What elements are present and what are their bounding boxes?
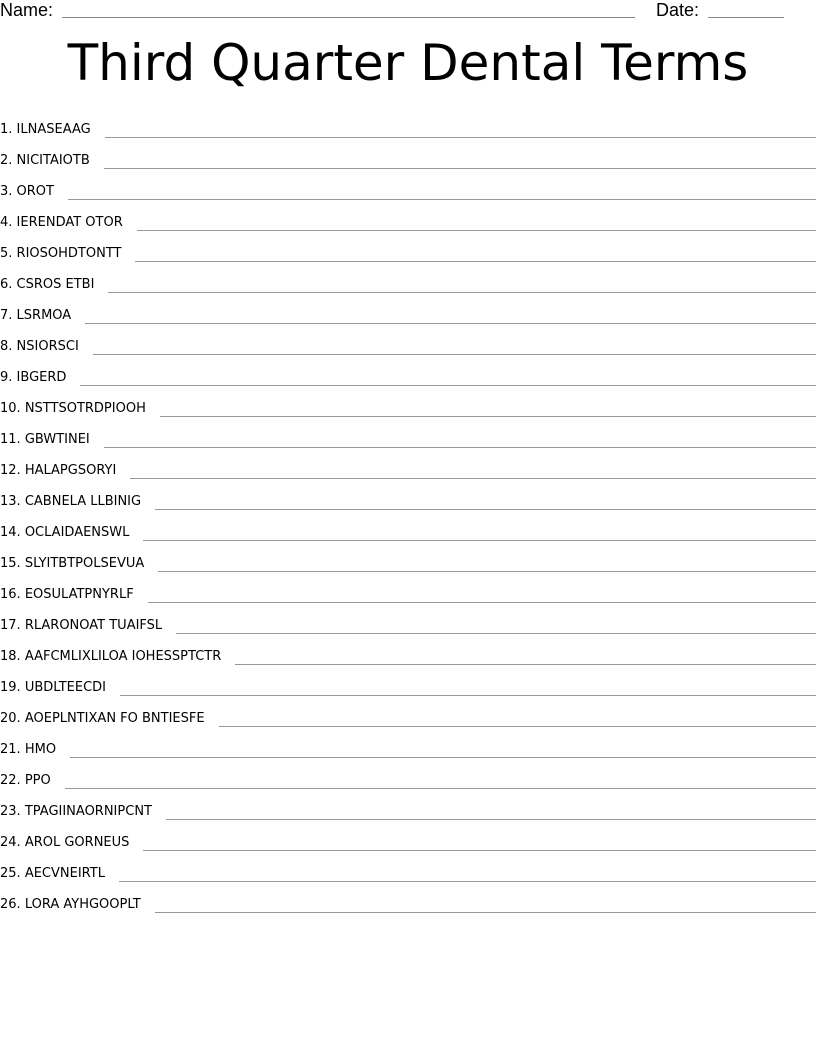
scrambled-word: HALAPGSORYI	[24, 463, 117, 478]
answer-blank-line	[158, 571, 816, 572]
list-item	[0, 389, 816, 420]
item-number: 15.	[0, 556, 21, 571]
list-item	[0, 234, 816, 265]
list-item	[0, 792, 816, 823]
item-number: 14.	[0, 525, 21, 540]
scrambled-word: HMO	[24, 742, 57, 757]
item-number: 21.	[0, 742, 21, 757]
scrambled-word-label	[0, 398, 160, 420]
scrambled-word: UBDLTEECDI	[24, 680, 107, 695]
answer-blank-line	[160, 416, 816, 417]
list-item	[0, 823, 816, 854]
item-number: 2.	[0, 153, 13, 168]
scrambled-word-label	[0, 615, 176, 637]
item-number: 5.	[0, 246, 13, 261]
list-item	[0, 699, 816, 730]
item-number: 8.	[0, 339, 13, 354]
list-item	[0, 761, 816, 792]
scrambled-word-label	[0, 460, 130, 482]
scrambled-word: OCLAIDAENSWL	[24, 525, 130, 540]
scrambled-word: AOEPLNTIXAN FO BNTIESFE	[24, 711, 205, 726]
list-item	[0, 203, 816, 234]
list-item	[0, 544, 816, 575]
scrambled-word-list	[0, 110, 816, 916]
scrambled-word-label	[0, 274, 108, 296]
item-number: 16.	[0, 587, 21, 602]
item-number: 12.	[0, 463, 21, 478]
scrambled-word: LSRMOA	[16, 308, 72, 323]
list-item	[0, 141, 816, 172]
scrambled-word-label	[0, 305, 85, 327]
scrambled-word-label	[0, 584, 148, 606]
item-number: 23.	[0, 804, 21, 819]
scrambled-word: CABNELA LLBINIG	[24, 494, 142, 509]
list-item	[0, 575, 816, 606]
date-blank-line	[708, 17, 784, 18]
item-number: 25.	[0, 866, 21, 881]
scrambled-word-label	[0, 739, 70, 761]
list-item	[0, 110, 816, 141]
answer-blank-line	[219, 726, 816, 727]
scrambled-word-label	[0, 212, 137, 234]
answer-blank-line	[155, 509, 816, 510]
answer-blank-line	[135, 261, 816, 262]
worksheet-header	[0, 0, 816, 22]
scrambled-word-label	[0, 863, 119, 885]
scrambled-word: RIOSOHDTONTT	[16, 246, 122, 261]
answer-blank-line	[176, 633, 816, 634]
scrambled-word-label	[0, 894, 155, 916]
name-blank-line	[62, 17, 635, 18]
item-number: 1.	[0, 122, 13, 137]
item-number: 4.	[0, 215, 13, 230]
scrambled-word-label	[0, 677, 120, 699]
scrambled-word: TPAGIINAORNIPCNT	[24, 804, 152, 819]
list-item	[0, 358, 816, 389]
scrambled-word-label	[0, 243, 135, 265]
scrambled-word-label	[0, 553, 158, 575]
list-item	[0, 327, 816, 358]
scrambled-word: PPO	[24, 773, 51, 788]
list-item	[0, 265, 816, 296]
scrambled-word: AROL GORNEUS	[24, 835, 130, 850]
scrambled-word-label	[0, 367, 80, 389]
scrambled-word: LORA AYHGOOPLT	[24, 897, 141, 912]
scrambled-word: NSIORSCI	[16, 339, 79, 354]
item-number: 19.	[0, 680, 21, 695]
scrambled-word: ILNASEAAG	[16, 122, 91, 137]
item-number: 22.	[0, 773, 21, 788]
list-item	[0, 637, 816, 668]
answer-blank-line	[143, 850, 816, 851]
name-label: Name:	[0, 0, 54, 20]
date-label: Date:	[656, 0, 700, 20]
scrambled-word: IERENDAT OTOR	[16, 215, 123, 230]
list-item	[0, 885, 816, 916]
scrambled-word-label	[0, 770, 65, 792]
list-item	[0, 482, 816, 513]
scrambled-word-label	[0, 832, 143, 854]
answer-blank-line	[80, 385, 816, 386]
list-item	[0, 513, 816, 544]
list-item	[0, 854, 816, 885]
answer-blank-line	[68, 199, 816, 200]
item-number: 17.	[0, 618, 21, 633]
answer-blank-line	[104, 447, 816, 448]
answer-blank-line	[143, 540, 816, 541]
scrambled-word: NICITAIOTB	[16, 153, 90, 168]
answer-blank-line	[108, 292, 816, 293]
page-title: Third Quarter Dental Terms	[67, 34, 749, 92]
list-item	[0, 172, 816, 203]
item-number: 13.	[0, 494, 21, 509]
answer-blank-line	[119, 881, 816, 882]
scrambled-word-label	[0, 181, 68, 203]
answer-blank-line	[104, 168, 816, 169]
answer-blank-line	[120, 695, 816, 696]
list-item	[0, 420, 816, 451]
scrambled-word: SLYITBTPOLSEVUA	[24, 556, 145, 571]
scrambled-word-label	[0, 646, 235, 668]
scrambled-word: IBGERD	[16, 370, 67, 385]
item-number: 3.	[0, 184, 13, 199]
answer-blank-line	[148, 602, 816, 603]
scrambled-word: RLARONOAT TUAIFSL	[24, 618, 163, 633]
scrambled-word: NSTTSOTRDPIOOH	[24, 401, 146, 416]
scrambled-word: AECVNEIRTL	[24, 866, 105, 881]
scrambled-word-label	[0, 708, 219, 730]
scrambled-word-label	[0, 491, 155, 513]
answer-blank-line	[93, 354, 816, 355]
answer-blank-line	[70, 757, 816, 758]
scrambled-word-label	[0, 429, 104, 451]
scrambled-word: EOSULATPNYRLF	[24, 587, 134, 602]
list-item	[0, 606, 816, 637]
answer-blank-line	[166, 819, 816, 820]
item-number: 6.	[0, 277, 13, 292]
scrambled-word-label	[0, 150, 104, 172]
list-item	[0, 451, 816, 482]
scrambled-word-label	[0, 336, 93, 358]
scrambled-word-label	[0, 522, 143, 544]
answer-blank-line	[105, 137, 816, 138]
scrambled-word: GBWTINEI	[24, 432, 90, 447]
list-item	[0, 296, 816, 327]
item-number: 18.	[0, 649, 21, 664]
list-item	[0, 730, 816, 761]
answer-blank-line	[155, 912, 816, 913]
scrambled-word: CSROS ETBI	[16, 277, 95, 292]
scrambled-word: OROT	[16, 184, 54, 199]
answer-blank-line	[65, 788, 816, 789]
item-number: 20.	[0, 711, 21, 726]
scrambled-word-label	[0, 801, 166, 823]
answer-blank-line	[85, 323, 816, 324]
scrambled-word-label	[0, 119, 105, 141]
list-item	[0, 668, 816, 699]
item-number: 9.	[0, 370, 13, 385]
item-number: 26.	[0, 897, 21, 912]
answer-blank-line	[130, 478, 816, 479]
item-number: 11.	[0, 432, 21, 447]
answer-blank-line	[235, 664, 816, 665]
answer-blank-line	[137, 230, 816, 231]
item-number: 7.	[0, 308, 13, 323]
scrambled-word: AAFCMLIXLILOA IOHESSPTCTR	[24, 649, 222, 664]
item-number: 10.	[0, 401, 21, 416]
item-number: 24.	[0, 835, 21, 850]
